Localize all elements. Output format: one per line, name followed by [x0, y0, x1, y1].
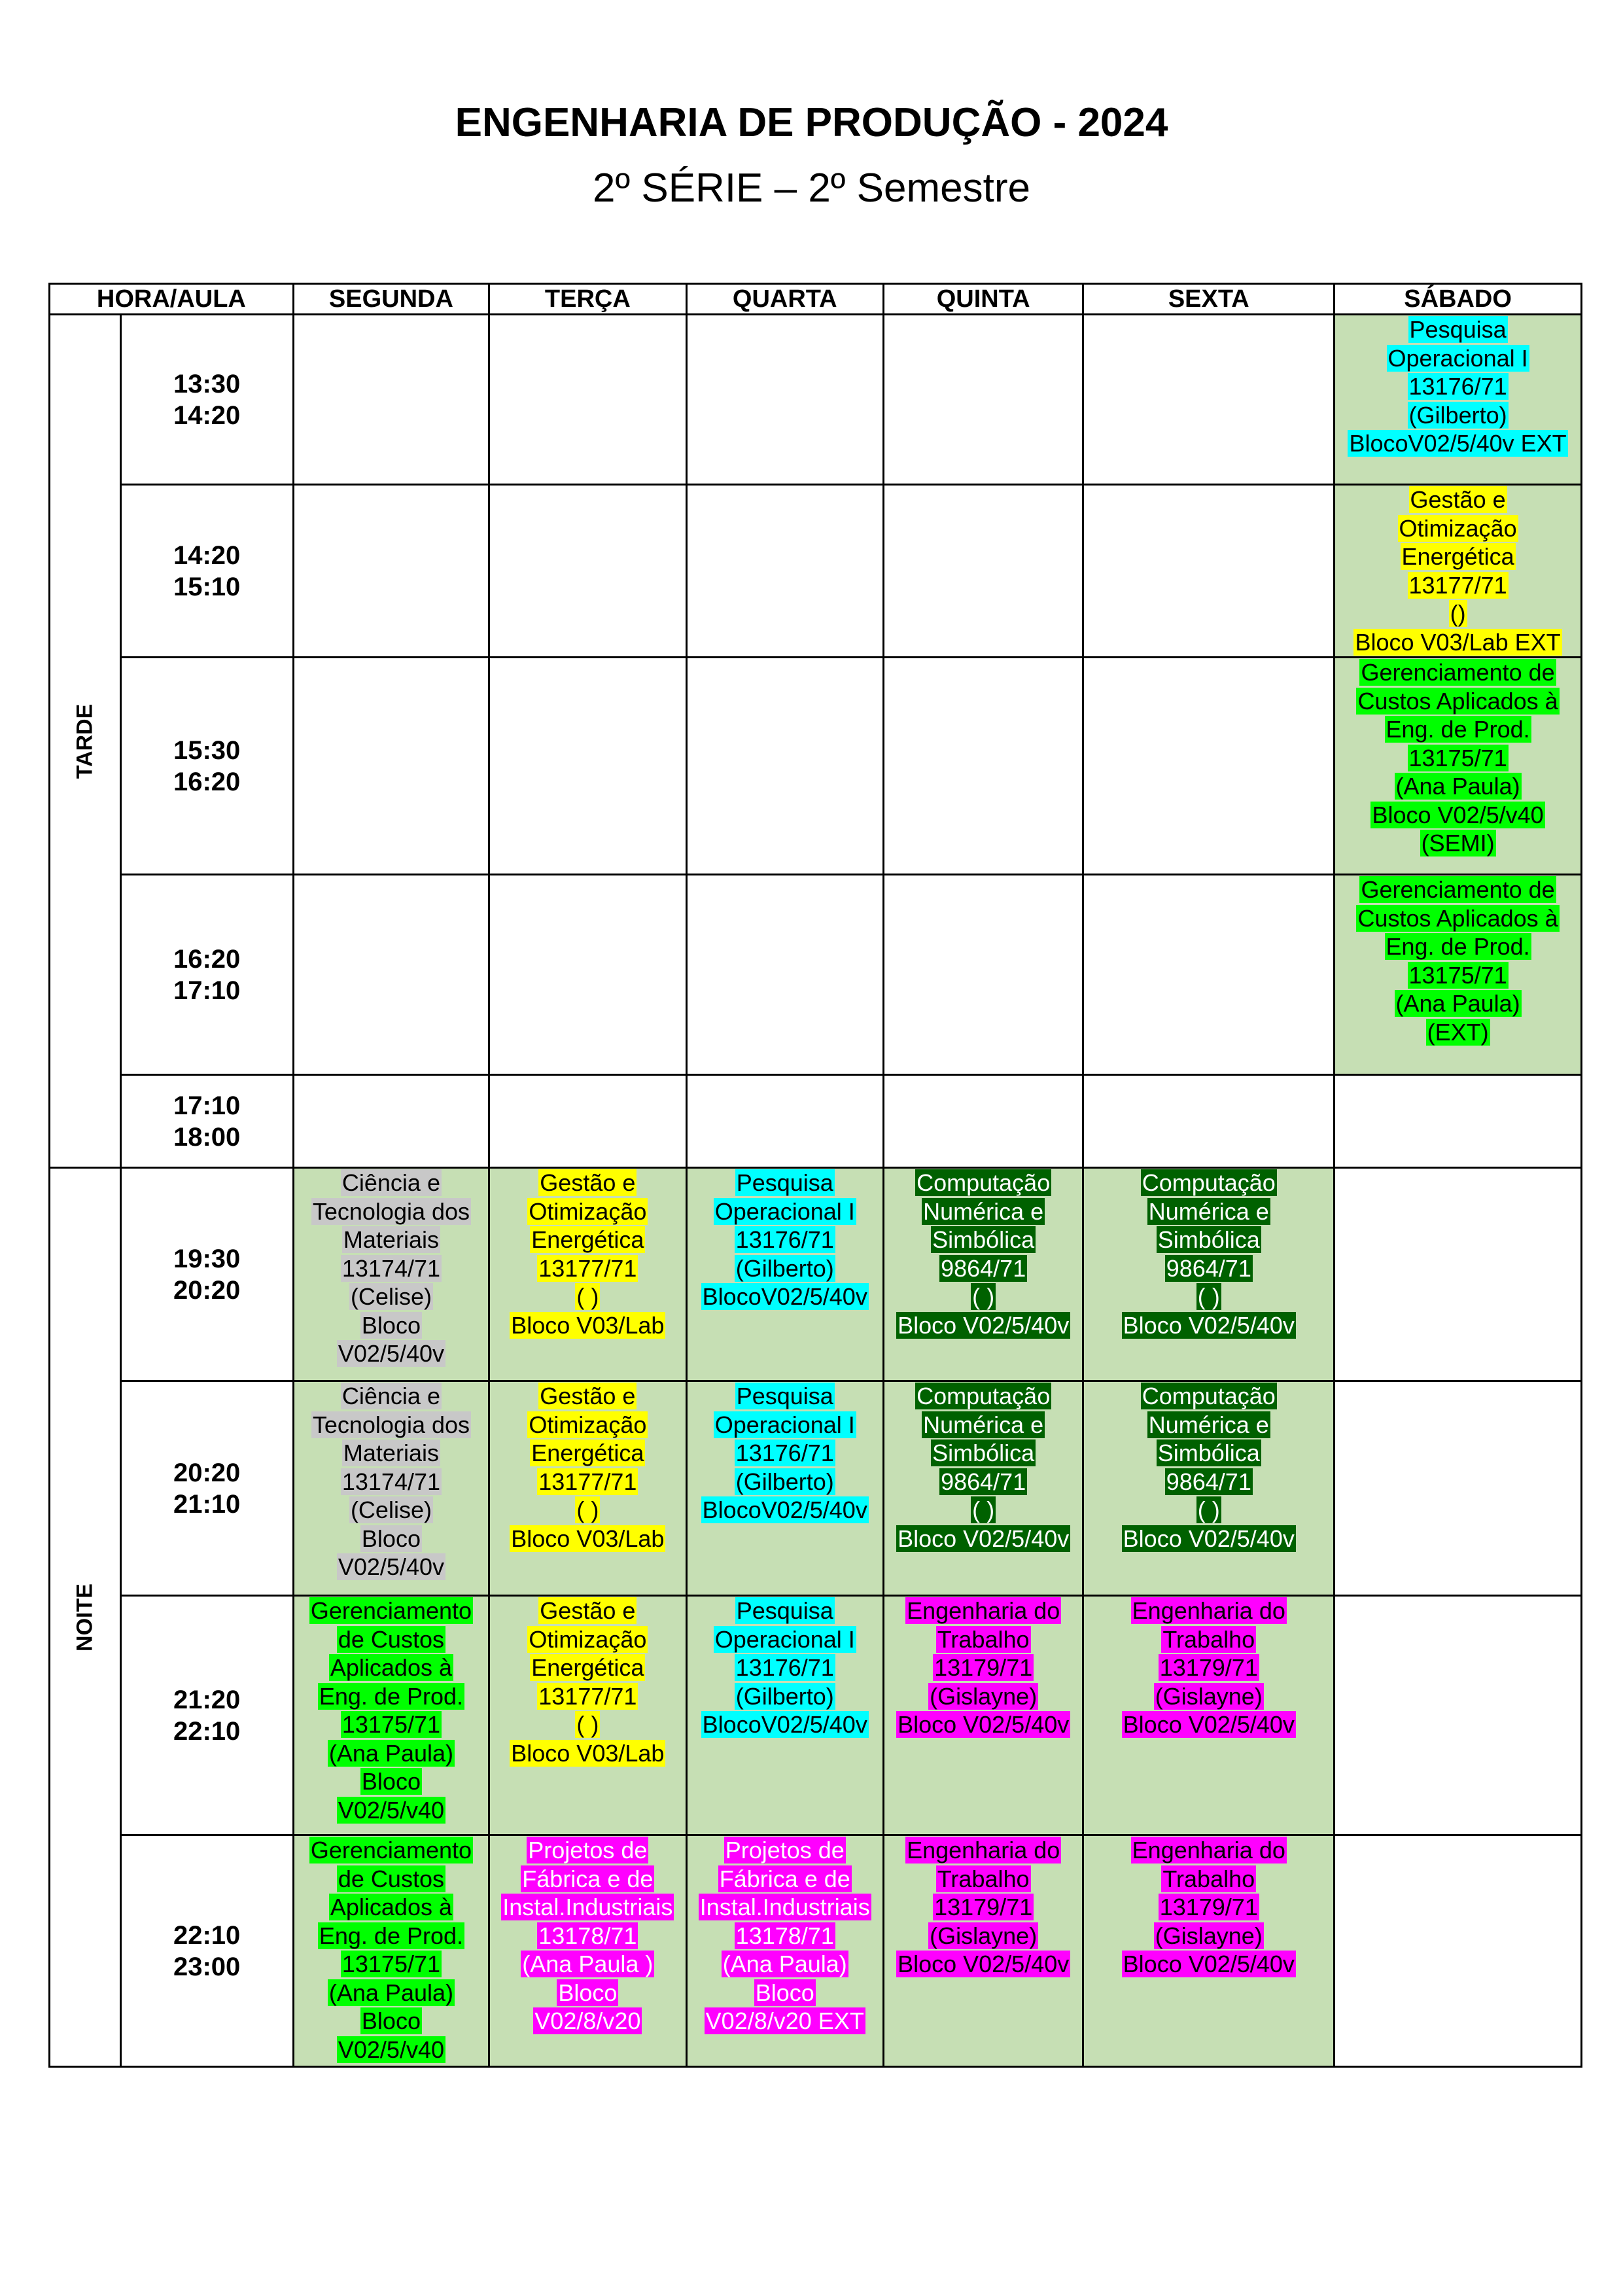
time-start: 19:30 — [173, 1244, 241, 1273]
class-cell-line: V02/8/v20 EXT — [705, 2007, 864, 2034]
class-cell-line: ( ) — [1197, 1283, 1220, 1310]
class-cell-line: Trabalho — [937, 1625, 1030, 1653]
class-cell-line: Simbólica — [1157, 1439, 1260, 1466]
time-slot — [120, 485, 293, 658]
class-cell-line: Pesquisa — [736, 1383, 833, 1409]
class-cell-line: (EXT) — [1427, 1018, 1489, 1046]
table-row — [50, 315, 1582, 485]
class-cell-line: Projetos de — [725, 1837, 845, 1863]
page-subtitle: 2º SÉRIE – 2º Semestre — [592, 166, 1030, 211]
class-cell-line: Energética — [531, 1654, 644, 1681]
time-start: 13:30 — [173, 369, 241, 398]
class-cell-line: (Gislayne) — [930, 1682, 1038, 1710]
class-cell-line: (Ana Paula) — [328, 1979, 453, 2006]
class-cell-line: Fábrica e de — [719, 1865, 850, 1892]
class-cell-line: (Gislayne) — [1155, 1682, 1263, 1710]
empty-cell — [883, 875, 1083, 1075]
class-cell-line: (Celise) — [350, 1496, 432, 1523]
empty-cell — [1335, 1381, 1582, 1596]
class-cell-line: Bloco V03/Lab EXT — [1355, 628, 1561, 656]
class-cell-line: BlocoV02/5/40v — [702, 1711, 867, 1738]
time-end: 23:00 — [173, 1952, 241, 1981]
class-cell-line: (Gilberto) — [1408, 401, 1507, 429]
empty-cell — [883, 485, 1083, 658]
class-cell-line: Custos Aplicados à — [1357, 687, 1558, 715]
class-cell-line: 13177/71 — [538, 1254, 637, 1282]
empty-cell — [489, 485, 686, 658]
class-cell — [293, 1835, 489, 2067]
class-cell-line: Pesquisa — [736, 1597, 833, 1624]
class-cell-line: Operacional I — [714, 1411, 855, 1438]
class-cell-line: Operacional I — [1387, 344, 1528, 372]
class-cell-line: 13175/71 — [1408, 744, 1507, 771]
class-cell-line: ( ) — [576, 1711, 599, 1738]
empty-cell — [686, 875, 883, 1075]
class-cell-line: Trabalho — [937, 1865, 1030, 1892]
class-cell-line: (Celise) — [350, 1283, 432, 1310]
class-cell-line: (Gislayne) — [930, 1922, 1038, 1949]
empty-cell — [293, 875, 489, 1075]
time-slot — [120, 1075, 293, 1168]
class-cell-line: Projetos de — [528, 1837, 648, 1863]
class-cell-line: 13177/71 — [1408, 571, 1507, 599]
class-cell — [1335, 315, 1582, 485]
time-end: 17:10 — [173, 976, 241, 1005]
class-cell — [293, 1381, 489, 1596]
class-cell-line: ( ) — [972, 1283, 995, 1310]
class-cell-line: 13175/71 — [341, 1711, 441, 1738]
class-cell-line: ( ) — [576, 1496, 599, 1523]
class-cell-line: Gestão e — [540, 1597, 636, 1624]
time-start: 16:20 — [173, 944, 241, 974]
time-slot — [120, 1835, 293, 2067]
class-cell-line: Instal.Industriais — [502, 1894, 673, 1920]
class-cell-line: Pesquisa — [736, 1169, 833, 1196]
class-cell-line: de Custos — [338, 1625, 444, 1653]
class-cell-line: Trabalho — [1162, 1625, 1255, 1653]
class-cell — [1083, 1596, 1335, 1835]
class-cell-line: Bloco — [361, 2007, 421, 2034]
empty-cell — [1335, 1596, 1582, 1835]
time-end: 20:20 — [173, 1275, 241, 1305]
time-end: 21:10 — [173, 1489, 241, 1519]
class-cell-line: 13179/71 — [1159, 1654, 1258, 1681]
header-segunda: SEGUNDA — [293, 284, 489, 315]
class-cell — [1335, 875, 1582, 1075]
class-cell — [883, 1835, 1083, 2067]
empty-cell — [883, 1075, 1083, 1168]
time-start: 17:10 — [173, 1091, 241, 1120]
class-cell-line: Pesquisa — [1409, 316, 1507, 343]
class-cell-line: Otimização — [529, 1197, 647, 1225]
time-end: 22:10 — [173, 1716, 241, 1746]
header-sexta: SEXTA — [1083, 284, 1335, 315]
class-cell-line: (Gilberto) — [735, 1254, 834, 1282]
class-cell-line: Computação — [916, 1169, 1051, 1196]
class-cell-line: Custos Aplicados à — [1357, 904, 1558, 932]
class-cell — [686, 1596, 883, 1835]
empty-cell — [293, 658, 489, 875]
table-row — [50, 1168, 1582, 1381]
class-cell-line: (Ana Paula) — [1395, 990, 1520, 1017]
class-cell-line: (Ana Paula) — [1395, 773, 1520, 800]
class-cell-line: Computação — [1142, 1383, 1276, 1409]
class-cell-line: Bloco V03/Lab — [511, 1311, 665, 1339]
header-row — [50, 284, 1582, 315]
class-cell-line: BlocoV02/5/40v — [702, 1496, 867, 1523]
class-cell-line: BlocoV02/5/40v EXT — [1349, 430, 1567, 457]
class-cell-line: Tecnologia dos — [312, 1411, 470, 1438]
class-cell-line: Bloco — [755, 1979, 814, 2006]
class-cell-line: de Custos — [338, 1865, 444, 1892]
class-cell-line: Bloco — [361, 1525, 421, 1552]
class-cell-line: 13177/71 — [538, 1468, 637, 1495]
period-label: TARDE — [72, 703, 97, 779]
class-cell-line: Gerenciamento de — [1361, 876, 1555, 903]
class-cell-line: V02/5/40v — [338, 1340, 444, 1367]
class-cell-line: Eng. de Prod. — [319, 1682, 464, 1710]
class-cell — [1335, 658, 1582, 875]
class-cell-line: (SEMI) — [1421, 830, 1495, 857]
class-cell — [883, 1596, 1083, 1835]
table-row — [50, 485, 1582, 658]
class-cell-line: 13179/71 — [934, 1894, 1033, 1920]
class-cell-line: 13178/71 — [538, 1922, 637, 1949]
class-cell-line: Engenharia do — [907, 1597, 1060, 1624]
class-cell-line: Bloco V02/5/40v — [898, 1951, 1070, 1977]
table-row — [50, 1381, 1582, 1596]
empty-cell — [1335, 1835, 1582, 2067]
header-sabado: SÁBADO — [1335, 284, 1582, 315]
class-cell-line: Eng. de Prod. — [319, 1922, 464, 1949]
class-cell-line: Computação — [916, 1383, 1051, 1409]
class-cell-line: Gestão e — [1410, 486, 1506, 513]
class-cell-line: Aplicados à — [330, 1654, 452, 1681]
class-cell-line: V02/5/40v — [338, 1553, 444, 1580]
class-cell-line: ( ) — [1197, 1496, 1220, 1523]
class-cell-line: Energética — [531, 1226, 644, 1253]
class-cell-line: Gestão e — [540, 1169, 636, 1196]
time-slot — [120, 1168, 293, 1381]
schedule-table — [48, 283, 1582, 2068]
class-cell — [293, 1596, 489, 1835]
class-cell-line: (Ana Paula) — [722, 1951, 847, 1977]
table-row — [50, 1835, 1582, 2067]
class-cell-line: Bloco V02/5/40v — [1123, 1951, 1295, 1977]
class-cell — [883, 1168, 1083, 1381]
class-cell-line: Instal.Industriais — [699, 1894, 870, 1920]
time-start: 20:20 — [173, 1458, 241, 1487]
class-cell-line: Energética — [1401, 543, 1514, 570]
empty-cell — [489, 315, 686, 485]
class-cell-line: (Gislayne) — [1155, 1922, 1263, 1949]
class-cell-line: 13176/71 — [735, 1226, 834, 1253]
class-cell-line: BlocoV02/5/40v — [702, 1283, 867, 1310]
empty-cell — [686, 1075, 883, 1168]
class-cell-line: Ciência e — [341, 1169, 440, 1196]
period-label: NOITE — [72, 1583, 97, 1651]
class-cell-line: 13177/71 — [538, 1682, 637, 1710]
class-cell-line: Bloco V02/5/40v — [898, 1711, 1070, 1738]
class-cell-line: ( ) — [972, 1496, 995, 1523]
class-cell — [883, 1381, 1083, 1596]
schedule-body — [50, 315, 1582, 2067]
class-cell-line: (Ana Paula ) — [522, 1951, 654, 1977]
class-cell — [1335, 485, 1582, 658]
class-cell-line: Simbólica — [932, 1226, 1035, 1253]
class-cell-line: Bloco V03/Lab — [511, 1739, 665, 1767]
class-cell-line: 13178/71 — [735, 1922, 834, 1949]
class-cell-line: Bloco V02/5/40v — [1123, 1525, 1295, 1552]
page-title: ENGENHARIA DE PRODUÇÃO - 2024 — [455, 100, 1168, 145]
empty-cell — [1083, 875, 1335, 1075]
class-cell-line: Bloco V02/5/v40 — [1372, 801, 1544, 828]
time-end: 15:10 — [173, 572, 241, 601]
class-cell-line: Bloco V02/5/40v — [1123, 1311, 1295, 1339]
class-cell-line: Engenharia do — [907, 1837, 1060, 1863]
class-cell-line: 13175/71 — [1408, 961, 1507, 989]
class-cell-line: Eng. de Prod. — [1386, 716, 1530, 743]
class-cell-line: Gerenciamento — [310, 1837, 472, 1863]
class-cell-line: Bloco V02/5/40v — [898, 1525, 1070, 1552]
class-cell-line: (Gilberto) — [735, 1468, 834, 1495]
class-cell — [293, 1168, 489, 1381]
class-cell — [489, 1168, 686, 1381]
class-cell — [1083, 1168, 1335, 1381]
class-cell-line: 9864/71 — [941, 1254, 1026, 1282]
header-terca: TERÇA — [489, 284, 686, 315]
class-cell-line: Gerenciamento — [310, 1597, 472, 1624]
table-row — [50, 658, 1582, 875]
class-cell — [1083, 1835, 1335, 2067]
class-cell-line: Numérica e — [923, 1411, 1044, 1438]
empty-cell — [293, 485, 489, 658]
class-cell-line: Computação — [1142, 1169, 1276, 1196]
empty-cell — [686, 658, 883, 875]
class-cell — [489, 1835, 686, 2067]
class-cell-line: 13176/71 — [735, 1439, 834, 1466]
period-label-cell — [50, 315, 121, 1168]
class-cell-line: Otimização — [1399, 514, 1517, 542]
class-cell-line: Aplicados à — [330, 1894, 452, 1920]
class-cell-line: Materiais — [343, 1226, 439, 1253]
class-cell-line: 13176/71 — [1408, 373, 1507, 400]
class-cell-line: V02/5/v40 — [338, 2036, 444, 2063]
class-cell-line: Materiais — [343, 1439, 439, 1466]
header-hora-aula: HORA/AULA — [50, 284, 294, 315]
class-cell-line: Engenharia do — [1132, 1597, 1285, 1624]
class-cell — [686, 1835, 883, 2067]
class-cell-line: 9864/71 — [1166, 1254, 1251, 1282]
empty-cell — [686, 315, 883, 485]
time-start: 14:20 — [173, 540, 241, 570]
class-cell-line: Trabalho — [1162, 1865, 1255, 1892]
time-slot — [120, 658, 293, 875]
class-cell-line: Numérica e — [1148, 1197, 1269, 1225]
time-slot — [120, 315, 293, 485]
time-end: 16:20 — [173, 767, 241, 796]
class-cell-line: Engenharia do — [1132, 1837, 1285, 1863]
empty-cell — [1335, 1168, 1582, 1381]
class-cell-line: Energética — [531, 1439, 644, 1466]
class-cell-line: Bloco V02/5/40v — [1123, 1711, 1295, 1738]
class-cell — [489, 1596, 686, 1835]
class-cell-line: 9864/71 — [941, 1468, 1026, 1495]
class-cell-line: Gerenciamento de — [1361, 659, 1555, 686]
class-cell — [686, 1168, 883, 1381]
empty-cell — [883, 658, 1083, 875]
class-cell-line: (Ana Paula) — [328, 1739, 453, 1767]
time-end: 14:20 — [173, 400, 241, 430]
class-cell-line: Otimização — [529, 1625, 647, 1653]
class-cell-line: 9864/71 — [1166, 1468, 1251, 1495]
time-slot — [120, 875, 293, 1075]
time-start: 15:30 — [173, 735, 241, 765]
class-cell-line: Bloco V03/Lab — [511, 1525, 665, 1552]
class-cell-line: Otimização — [529, 1411, 647, 1438]
class-cell-line: 13175/71 — [341, 1951, 441, 1977]
class-cell — [1083, 1381, 1335, 1596]
class-cell-line: Numérica e — [923, 1197, 1044, 1225]
header-quinta: QUINTA — [883, 284, 1083, 315]
empty-cell — [489, 1075, 686, 1168]
class-cell-line: Simbólica — [1157, 1226, 1260, 1253]
empty-cell — [1083, 485, 1335, 658]
class-cell-line: Fábrica e de — [522, 1865, 654, 1892]
class-cell-line: Operacional I — [714, 1197, 855, 1225]
class-cell-line: Bloco — [361, 1768, 421, 1795]
class-cell-line: 13174/71 — [341, 1254, 441, 1282]
class-cell-line: () — [1450, 600, 1466, 627]
class-cell-line: Bloco V02/5/40v — [898, 1311, 1070, 1339]
class-cell-line: 13174/71 — [341, 1468, 441, 1495]
time-slot — [120, 1381, 293, 1596]
empty-cell — [883, 315, 1083, 485]
empty-cell — [489, 875, 686, 1075]
class-cell-line: 13176/71 — [735, 1654, 834, 1681]
class-cell-line: V02/5/v40 — [338, 1796, 444, 1824]
class-cell-line: Simbólica — [932, 1439, 1035, 1466]
empty-cell — [1083, 315, 1335, 485]
time-end: 18:00 — [173, 1122, 241, 1152]
empty-cell — [686, 485, 883, 658]
class-cell-line: Operacional I — [714, 1625, 855, 1653]
empty-cell — [489, 658, 686, 875]
empty-cell — [293, 1075, 489, 1168]
class-cell-line: Ciência e — [341, 1383, 440, 1409]
class-cell-line: (Gilberto) — [735, 1682, 834, 1710]
empty-cell — [1335, 1075, 1582, 1168]
class-cell-line: Eng. de Prod. — [1386, 933, 1530, 960]
class-cell-line: V02/8/v20 — [534, 2007, 641, 2034]
time-slot — [120, 1596, 293, 1835]
class-cell-line: Bloco — [558, 1979, 618, 2006]
class-cell-line: Numérica e — [1148, 1411, 1269, 1438]
period-label-cell — [50, 1168, 121, 2067]
class-cell — [686, 1381, 883, 1596]
class-cell-line: 13179/71 — [934, 1654, 1033, 1681]
empty-cell — [1083, 1075, 1335, 1168]
empty-cell — [1083, 658, 1335, 875]
class-cell-line: ( ) — [576, 1283, 599, 1310]
class-cell-line: Tecnologia dos — [312, 1197, 470, 1225]
time-start: 21:20 — [173, 1685, 241, 1714]
header-quarta: QUARTA — [686, 284, 883, 315]
class-cell-line: 13179/71 — [1159, 1894, 1258, 1920]
class-cell-line: Gestão e — [540, 1383, 636, 1409]
class-cell-line: Bloco — [361, 1311, 421, 1339]
table-row — [50, 1596, 1582, 1835]
time-start: 22:10 — [173, 1920, 241, 1950]
empty-cell — [293, 315, 489, 485]
table-row — [50, 875, 1582, 1075]
class-cell — [489, 1381, 686, 1596]
table-row — [50, 1075, 1582, 1168]
